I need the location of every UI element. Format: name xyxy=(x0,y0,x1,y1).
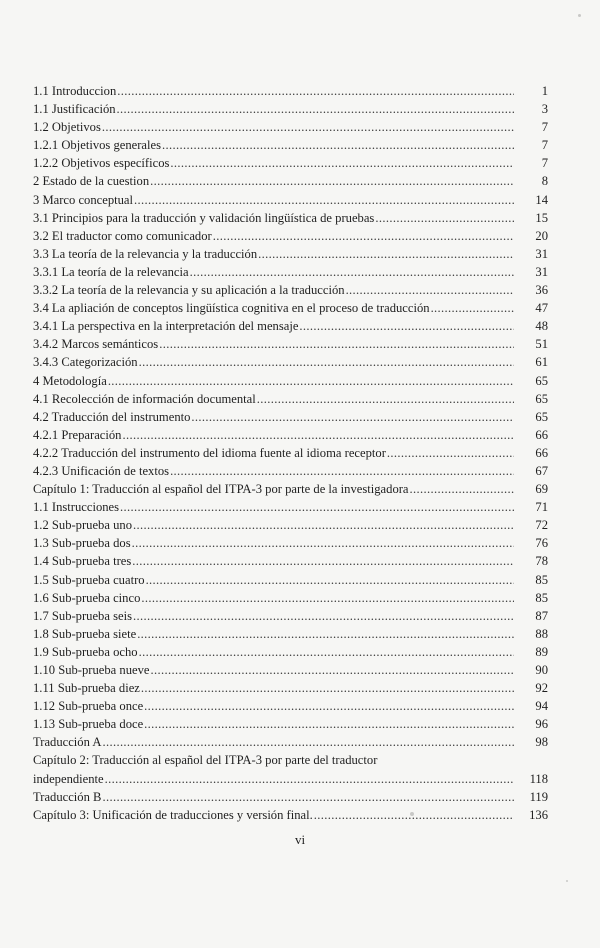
toc-entry xyxy=(33,82,548,100)
toc-entry xyxy=(33,462,548,480)
toc-dot-leader xyxy=(134,191,514,209)
toc-entry-page: 88 xyxy=(535,626,548,641)
toc-dot-leader xyxy=(141,589,514,607)
toc-entry-title: Traducción A xyxy=(33,735,102,750)
toc-entry xyxy=(33,408,548,426)
toc-entry-page: 8 xyxy=(541,174,548,189)
toc-dot-leader xyxy=(150,172,514,190)
toc-dot-leader xyxy=(122,426,514,444)
scan-speck xyxy=(578,14,581,17)
toc-entry-title: 1.3 Sub-prueba dos xyxy=(33,536,131,551)
toc-entry xyxy=(33,788,548,806)
table-of-contents xyxy=(33,82,548,824)
toc-dot-leader xyxy=(141,679,514,697)
toc-entry xyxy=(33,625,548,643)
toc-entry-page: 78 xyxy=(535,554,548,569)
toc-entry-page: 7 xyxy=(541,138,548,153)
toc-dot-leader xyxy=(102,118,514,136)
toc-entry xyxy=(33,516,548,534)
toc-entry-title: 1.8 Sub-prueba siete xyxy=(33,626,137,641)
toc-dot-leader xyxy=(257,390,514,408)
toc-dot-leader xyxy=(258,245,514,263)
toc-entry-page: 85 xyxy=(535,572,548,587)
toc-entry-title: 1.12 Sub-prueba once xyxy=(33,699,144,714)
toc-dot-leader xyxy=(191,408,514,426)
toc-entry xyxy=(33,154,548,172)
toc-entry xyxy=(33,263,548,281)
toc-dot-leader xyxy=(120,498,514,516)
toc-dot-leader xyxy=(170,154,514,172)
toc-dot-leader xyxy=(346,281,514,299)
toc-entry-page: 48 xyxy=(535,319,548,334)
toc-entry-title: 1.9 Sub-prueba ocho xyxy=(33,644,138,659)
toc-entry xyxy=(33,679,548,697)
toc-entry-page: 31 xyxy=(535,264,548,279)
toc-entry xyxy=(33,281,548,299)
toc-entry xyxy=(33,317,548,335)
toc-entry-title: 3.4.3 Categorización xyxy=(33,355,138,370)
toc-entry-page: 76 xyxy=(535,536,548,551)
toc-entry-page: 85 xyxy=(535,590,548,605)
toc-entry-page: 61 xyxy=(535,355,548,370)
toc-entry-page: 3 xyxy=(541,102,548,117)
toc-entry-title: 1.2 Objetivos xyxy=(33,120,101,135)
toc-dot-leader xyxy=(139,353,514,371)
toc-entry-page: 47 xyxy=(535,301,548,316)
toc-entry-page: 66 xyxy=(535,445,548,460)
toc-entry-title: 1.2.1 Objetivos generales xyxy=(33,138,162,153)
toc-entry-page: 69 xyxy=(535,482,548,497)
toc-entry-page: 65 xyxy=(535,373,548,388)
toc-entry xyxy=(33,299,548,317)
toc-entry-title: 3.2 El traductor como comunicador xyxy=(33,228,212,243)
toc-entry-page: 92 xyxy=(535,681,548,696)
toc-entry-title: 3.4.1 La perspectiva en la interpretación del mensaje xyxy=(33,319,299,334)
toc-entry-page: 7 xyxy=(541,156,548,171)
toc-entry-page: 71 xyxy=(535,500,548,515)
toc-entry xyxy=(33,227,548,245)
toc-entry-page: 87 xyxy=(535,608,548,623)
toc-entry xyxy=(33,118,548,136)
toc-entry-page: 67 xyxy=(535,463,548,478)
toc-entry-title: 1.4 Sub-prueba tres xyxy=(33,554,132,569)
toc-entry-page: 36 xyxy=(535,283,548,298)
toc-entry-page: 96 xyxy=(535,717,548,732)
toc-entry-title: Capítulo 1: Traducción al español del ITPA-3 por parte de la investigadora xyxy=(33,482,409,497)
toc-entry-title-continued: independiente xyxy=(33,771,104,786)
toc-entry-title: Traducción B xyxy=(33,789,102,804)
toc-dot-leader xyxy=(375,209,514,227)
page-number-footer: vi xyxy=(294,832,306,847)
toc-dot-leader xyxy=(213,227,514,245)
toc-entry xyxy=(33,480,548,498)
toc-entry-page: 51 xyxy=(535,337,548,352)
toc-entry xyxy=(33,444,548,462)
toc-entry-title: 1.2.2 Objetivos específicos xyxy=(33,156,170,171)
toc-entry xyxy=(33,498,548,516)
toc-dot-leader xyxy=(190,263,514,281)
toc-entry-title: 3.1 Principios para la traducción y validación lingüística de pruebas xyxy=(33,210,375,225)
toc-entry-title: Capítulo 2: Traducción al español del ITPA-3 por parte del traductor xyxy=(33,753,378,768)
toc-entry-page: 31 xyxy=(535,246,548,261)
toc-dot-leader xyxy=(159,335,514,353)
toc-entry-title: 1.2 Sub-prueba uno xyxy=(33,518,132,533)
toc-dot-leader xyxy=(132,534,514,552)
toc-entry xyxy=(33,806,548,824)
toc-entry xyxy=(33,697,548,715)
toc-dot-leader xyxy=(132,552,514,570)
toc-dot-leader xyxy=(117,100,514,118)
toc-entry-title: 1.13 Sub-prueba doce xyxy=(33,717,144,732)
toc-entry-title: 3.3 La teoría de la relevancia y la traducción xyxy=(33,246,258,261)
toc-dot-leader xyxy=(108,372,514,390)
toc-entry xyxy=(33,136,548,154)
toc-dot-leader xyxy=(137,625,514,643)
toc-entry xyxy=(33,390,548,408)
toc-entry xyxy=(33,191,548,209)
toc-dot-leader xyxy=(102,733,514,751)
toc-entry-title: 3.3.1 La teoría de la relevancia xyxy=(33,264,189,279)
toc-entry-page: 15 xyxy=(535,210,548,225)
toc-dot-leader xyxy=(102,788,514,806)
toc-entry xyxy=(33,733,548,751)
toc-entry-title: 1.10 Sub-prueba nueve xyxy=(33,663,150,677)
scan-speck xyxy=(410,812,414,816)
toc-entry-title: 4.2.1 Preparación xyxy=(33,427,122,442)
toc-entry-page: 20 xyxy=(535,228,548,243)
toc-entry xyxy=(33,715,548,733)
toc-entry-title: 4.1 Recolección de información documental xyxy=(33,391,256,406)
toc-entry xyxy=(33,607,548,625)
toc-entry-title: 3.4 La apliación de conceptos lingüística cognitiva en el proceso de traducción xyxy=(33,301,430,316)
scan-speck xyxy=(566,880,568,882)
toc-dot-leader xyxy=(410,480,514,498)
toc-entry-page: 72 xyxy=(535,518,548,533)
toc-entry xyxy=(33,335,548,353)
toc-entry-page: 66 xyxy=(535,427,548,442)
toc-entry-page: 65 xyxy=(535,391,548,406)
toc-dot-leader xyxy=(133,516,514,534)
toc-dot-leader xyxy=(170,462,514,480)
toc-dot-leader xyxy=(117,82,514,100)
toc-entry-page: 14 xyxy=(535,192,548,207)
toc-entry xyxy=(33,751,548,787)
toc-entry xyxy=(33,245,548,263)
toc-entry xyxy=(33,661,548,679)
toc-entry-page: 94 xyxy=(535,699,548,714)
toc-entry xyxy=(33,534,548,552)
toc-entry-page: 90 xyxy=(535,663,548,677)
toc-entry-page: 119 xyxy=(529,789,548,804)
toc-entry xyxy=(33,353,548,371)
toc-dot-leader xyxy=(431,299,514,317)
toc-entry-page: 1 xyxy=(541,84,548,98)
toc-entry-page: 89 xyxy=(535,644,548,659)
toc-entry xyxy=(33,100,548,118)
toc-entry-title: 1.7 Sub-prueba seis xyxy=(33,608,132,623)
toc-entry-title: 4.2.2 Traducción del instrumento del idioma fuente al idioma receptor xyxy=(33,445,386,460)
toc-entry-title: 3.3.2 La teoría de la relevancia y su aplicación a la traducción xyxy=(33,283,345,298)
toc-entry-title: 4.2.3 Unificación de textos xyxy=(33,463,170,478)
toc-entry xyxy=(33,589,548,607)
toc-entry-title: Capítulo 3: Unificación de traducciones y versión final. xyxy=(33,807,313,822)
toc-dot-leader xyxy=(146,571,514,589)
toc-dot-leader xyxy=(139,643,514,661)
toc-entry-title: 1.1 Instrucciones xyxy=(33,500,120,515)
toc-dot-leader xyxy=(133,607,514,625)
toc-entry-title: 3 Marco conceptual xyxy=(33,192,134,207)
toc-dot-leader xyxy=(144,715,514,733)
toc-entry-title: 1.1 Justificación xyxy=(33,102,116,117)
toc-entry-page: 118 xyxy=(529,771,548,786)
toc-entry-title: 1.1 Introduccion xyxy=(33,84,117,98)
toc-entry-title: 4 Metodología xyxy=(33,373,107,388)
toc-entry xyxy=(33,372,548,390)
toc-entry-title: 4.2 Traducción del instrumento xyxy=(33,409,191,424)
toc-dot-leader xyxy=(162,136,514,154)
toc-dot-leader xyxy=(299,317,514,335)
toc-dot-leader xyxy=(150,661,514,679)
toc-dot-leader xyxy=(314,806,514,824)
toc-entry-page: 65 xyxy=(535,409,548,424)
toc-dot-leader xyxy=(144,697,514,715)
toc-entry-title: 1.11 Sub-prueba diez xyxy=(33,681,140,696)
toc-entry-title: 1.5 Sub-prueba cuatro xyxy=(33,572,145,587)
toc-entry xyxy=(33,643,548,661)
toc-entry xyxy=(33,571,548,589)
toc-entry-title: 2 Estado de la cuestion xyxy=(33,174,150,189)
toc-entry xyxy=(33,426,548,444)
toc-dot-leader xyxy=(105,770,514,788)
toc-entry xyxy=(33,172,548,190)
toc-entry xyxy=(33,552,548,570)
toc-entry-page: 136 xyxy=(529,807,548,822)
toc-entry-page: 7 xyxy=(541,120,548,135)
toc-entry-title: 3.4.2 Marcos semánticos xyxy=(33,337,159,352)
toc-dot-leader xyxy=(387,444,514,462)
toc-entry xyxy=(33,209,548,227)
toc-entry-title: 1.6 Sub-prueba cinco xyxy=(33,590,141,605)
toc-entry-page: 98 xyxy=(535,735,548,750)
